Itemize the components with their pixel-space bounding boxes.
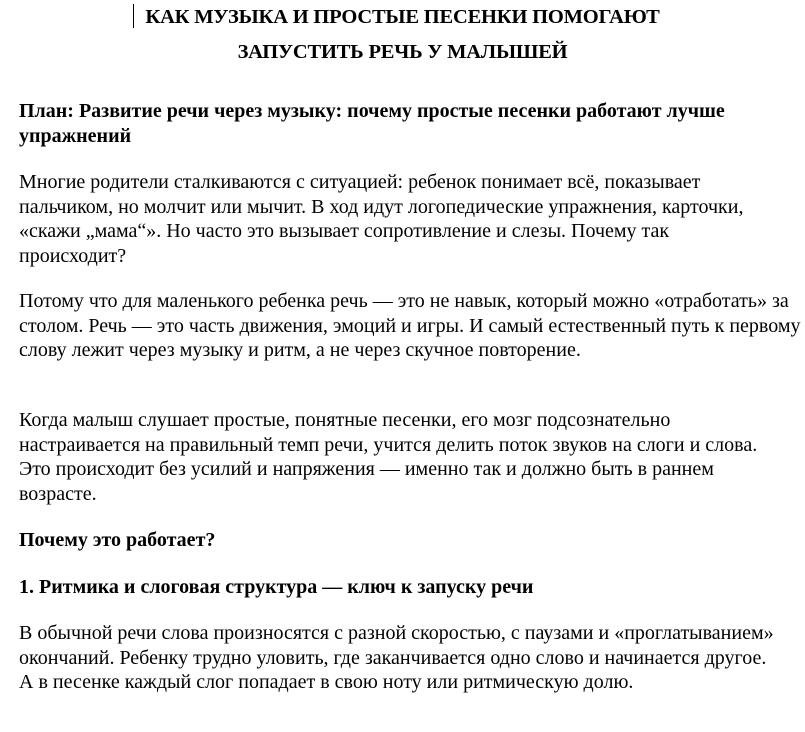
intro-paragraph-1: Многие родители сталкиваются с ситуацией: ребенок понимает всё, показывает пальчиком, но молчит или мычит. В ход идут логопедические упражнения, карточки, «скажи „мама“». Но часто это вызывает сопротивление и слезы. Почему так происходит? [19, 171, 744, 267]
document-title-line-1: КАК МУЗЫКА И ПРОСТЫЕ ПЕСЕНКИ ПОМОГАЮТ [145, 6, 660, 28]
why-heading: Почему это работает? [19, 529, 216, 551]
document-title-line-2: ЗАПУСТИТЬ РЕЧЬ У МАЛЫШЕЙ [237, 41, 568, 63]
section-1-paragraph: В обычной речи слова произносятся с разной скоростью, с паузами и «проглатыванием» окончаний. Ребенку трудно уловить, где заканчивается одно слово и начинается другое. А в песенке каждый слог попадает в свою ноту или ритмическую долю. [19, 622, 774, 693]
plan-heading: План: Развитие речи через музыку: почему простые песенки работают лучше упражнений [19, 100, 725, 147]
intro-paragraph-2: Потому что для маленького ребенка речь — это не навык, который можно «отработать» за столом. Речь — это часть движения, эмоций и игры. И самый естественный путь к первому слову лежит через музыку и ритм, а не через скучное повторение. [19, 290, 801, 361]
intro-paragraph-3: Когда малыш слушает простые, понятные песенки, его мозг подсознательно настраивается на правильный темп речи, учится делить поток звуков на слоги и слова. Это происходит без усилий и напряжения — именно так и должно быть в раннем возрасте. [19, 409, 758, 505]
section-1-heading: 1. Ритмика и слоговая структура — ключ к запуску речи [19, 576, 534, 598]
